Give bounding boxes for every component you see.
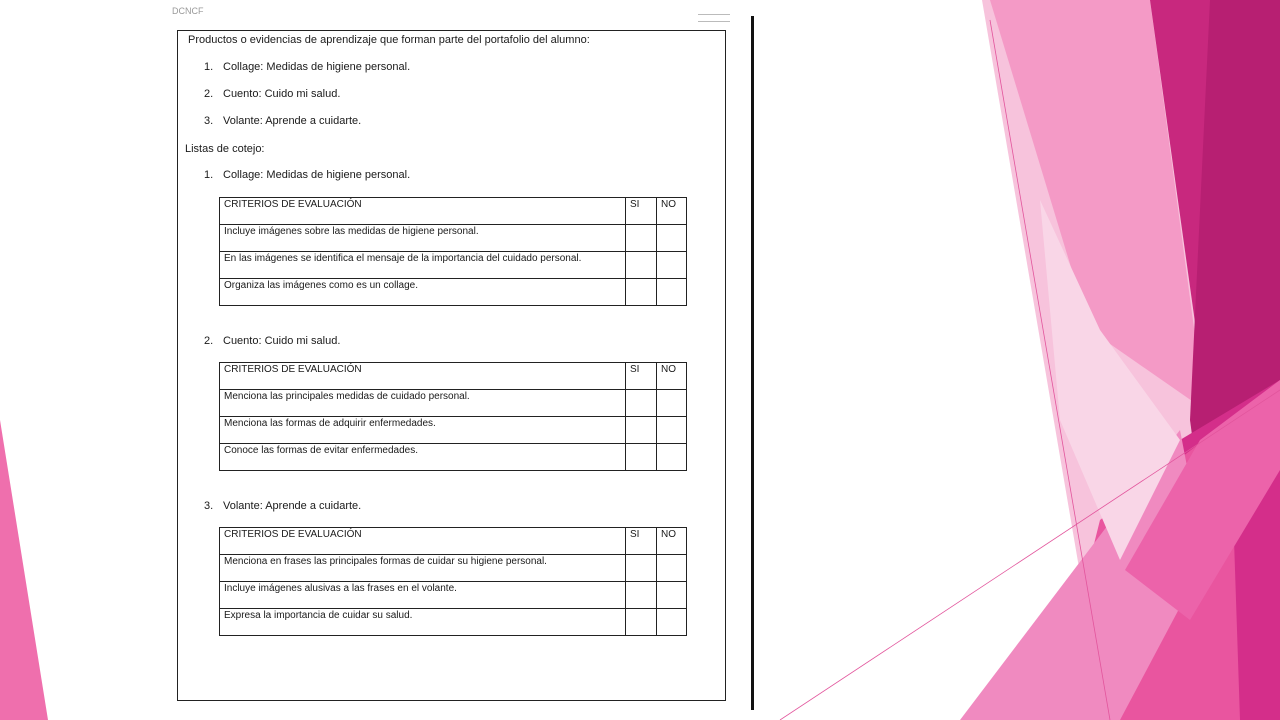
table-header-row [220,528,687,555]
product-num: 3. [204,115,214,127]
no-header: NO [657,198,687,225]
table-row [220,252,687,279]
no-checkbox-cell [657,252,687,279]
checklist-title: Collage: Medidas de higiene personal. [223,169,411,181]
intro-text: Productos o evidencias de aprendizaje que forman parte del portafolio del alumno: [188,34,590,46]
vertical-divider [751,16,754,710]
yes-header: SI [626,528,657,555]
criteria-header: CRITERIOS DE EVALUACIÓN [220,528,626,555]
no-checkbox-cell [657,279,687,306]
yes-header: SI [626,198,657,225]
criteria-header: CRITERIOS DE EVALUACIÓN [220,363,626,390]
table-row [220,417,687,444]
no-checkbox-cell [657,417,687,444]
product-num: 1. [204,61,214,73]
table-row [220,225,687,252]
no-checkbox-cell [657,390,687,417]
table-header-row [220,198,687,225]
criteria-cell: Incluye imágenes alusivas a las frases en el volante. [220,582,626,609]
yes-checkbox-cell [626,444,657,471]
header-fragment: DCNCF [172,6,204,16]
table-row [220,390,687,417]
yes-checkbox-cell [626,555,657,582]
criteria-header: CRITERIOS DE EVALUACIÓN [220,198,626,225]
checklist-num: 3. [204,500,214,512]
criteria-cell: Menciona en frases las principales formas de cuidar su higiene personal. [220,555,626,582]
yes-checkbox-cell [626,390,657,417]
checklist-table-cuento [219,362,687,471]
checklist-title: Volante: Aprende a cuidarte. [223,500,362,512]
no-checkbox-cell [657,609,687,636]
criteria-cell: Expresa la importancia de cuidar su salud. [220,609,626,636]
criteria-cell: Incluye imágenes sobre las medidas de higiene personal. [220,225,626,252]
table-row [220,582,687,609]
table-row [220,444,687,471]
criteria-cell: Organiza las imágenes como es un collage. [220,279,626,306]
criteria-cell: Menciona las principales medidas de cuidado personal. [220,390,626,417]
product-item: Cuento: Cuido mi salud. [223,88,341,100]
yes-header: SI [626,363,657,390]
table-row [220,279,687,306]
no-checkbox-cell [657,225,687,252]
criteria-cell: Menciona las formas de adquirir enfermedades. [220,417,626,444]
table-row [220,555,687,582]
yes-checkbox-cell [626,279,657,306]
yes-checkbox-cell [626,582,657,609]
criteria-cell: En las imágenes se identifica el mensaje de la importancia del cuidado personal. [220,252,626,279]
checklist-table-collage [219,197,687,306]
checklist-table-volante [219,527,687,636]
product-num: 2. [204,88,214,100]
no-checkbox-cell [657,555,687,582]
no-checkbox-cell [657,444,687,471]
yes-checkbox-cell [626,609,657,636]
header-logo-fragment [698,14,730,22]
product-item: Collage: Medidas de higiene personal. [223,61,411,73]
criteria-cell: Conoce las formas de evitar enfermedades. [220,444,626,471]
product-item: Volante: Aprende a cuidarte. [223,115,362,127]
no-header: NO [657,363,687,390]
table-row [220,609,687,636]
checklist-num: 2. [204,335,214,347]
checklists-label: Listas de cotejo: [185,143,265,155]
no-header: NO [657,528,687,555]
yes-checkbox-cell [626,417,657,444]
table-header-row [220,363,687,390]
yes-checkbox-cell [626,225,657,252]
yes-checkbox-cell [626,252,657,279]
no-checkbox-cell [657,582,687,609]
checklist-title: Cuento: Cuido mi salud. [223,335,341,347]
checklist-num: 1. [204,169,214,181]
